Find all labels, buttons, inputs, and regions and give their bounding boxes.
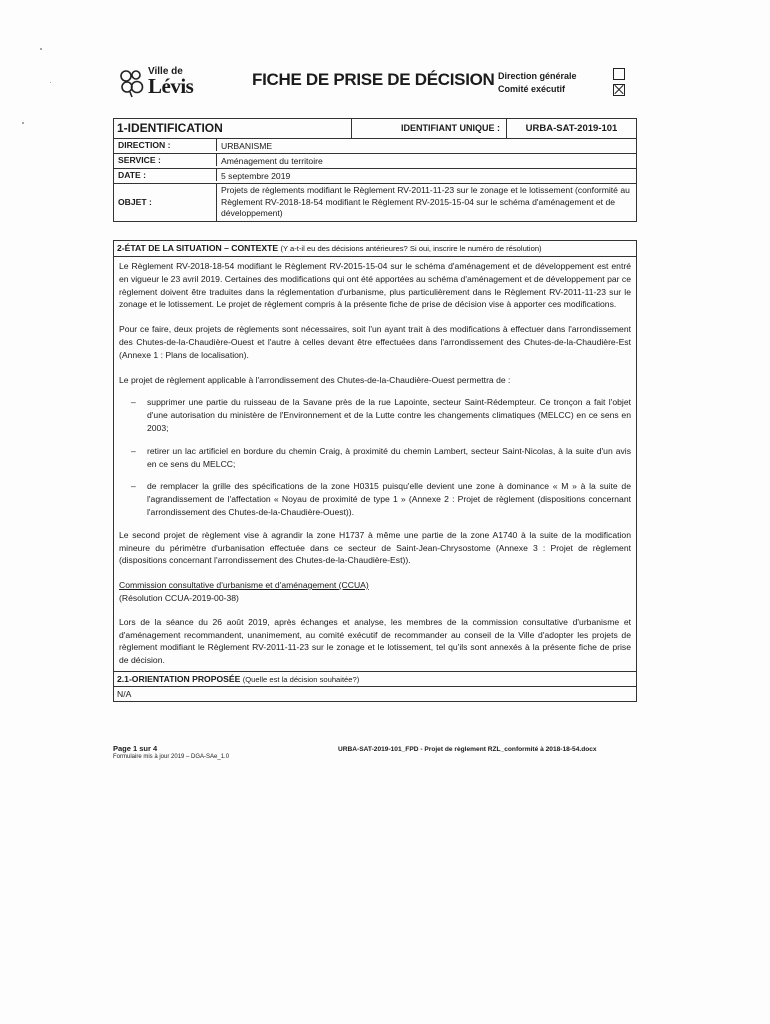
list-item: – de remplacer la grille des spécifications de la zone H0315 puisqu'elle devient une zone à dominance « M » à la suite de l'agrandissement de l'affectation « Noyau de proximité de type 1 » (Annexe 2 : Projet de règlement (dispositions concernant l'arrondissement des Chutes-de-la-Chaudière-Ouest)). (119, 480, 631, 518)
situation-paragraph-2: Pour ce faire, deux projets de règlements sont nécessaires, soit l'un ayant trait à des modifications à effectuer dans l'arrondissement des Chutes-de-la-Chaudière-Ouest et l'autre à celles devant être effectuées dans l'arrondissement des Chutes-de-la-Chaudière-Est (Annexe 1 : Plans de localisation). (119, 324, 631, 360)
unique-id-value: URBA-SAT-2019-101 (525, 123, 618, 134)
scan-speck (40, 48, 42, 50)
ccua-resolution: (Résolution CCUA-2019-00-38) (119, 592, 239, 603)
recipients-list (498, 70, 577, 96)
footer-filename: URBA-SAT-2019-101_FPD - Projet de règlement RZL_conformité à 2018-18-54.docx (338, 746, 597, 753)
service-label: SERVICE : (114, 154, 217, 166)
orientation-value: N/A (117, 688, 132, 699)
ccua-title: Commission consultative d'urbanisme et d'aménagement (CCUA) (119, 580, 369, 591)
recipients-checkboxes (613, 68, 625, 100)
scan-speck (50, 82, 51, 83)
identification-title: 1-IDENTIFICATION (114, 119, 352, 138)
unique-id-label: IDENTIFIANT UNIQUE : (352, 119, 507, 138)
form-version: Formulaire mis à jour 2019 – DGA-SAe_1.0 (113, 754, 230, 760)
ville-de-levis-logo (118, 66, 208, 102)
objet-row (114, 184, 636, 221)
orientation-heading (114, 671, 636, 687)
situation-body (114, 257, 636, 671)
recipient-comite-executif-label: Comité exécutif (498, 84, 566, 94)
direction-row (114, 139, 636, 154)
direction-label: DIRECTION : (114, 139, 217, 151)
logo-emblem-icon (118, 68, 146, 98)
situation-section (113, 240, 637, 702)
service-row (114, 154, 636, 169)
objet-value: Projets de règlements modifiant le Règlement RV-2011-11-23 sur le zonage et le lotissement (conformité au Règlement RV-2018-18-54 modifiant le Règlement RV-2015-15-04 sur le schéma d'aménagement et de développement) (221, 185, 630, 218)
situation-paragraph-3: Le projet de règlement applicable à l'arrondissement des Chutes-de-la-Chaudière-Ouest permettra de : (119, 374, 511, 385)
identification-table (113, 118, 637, 222)
service-value: Aménagement du territoire (221, 156, 323, 166)
footer-left (113, 744, 229, 762)
direction-value: URBANISME (221, 141, 273, 151)
orientation-heading-sub: (Quelle est la décision souhaitée?) (242, 674, 360, 684)
page-number: Page 1 sur 4 (113, 744, 158, 753)
logo-text-big: Lévis (148, 74, 194, 98)
list-item: – supprimer une partie du ruisseau de la Savane près de la rue Lapointe, secteur Saint-Rédempteur. Ce tronçon a fait l'objet d'une autorisation du ministère de l'Environnement et de la Lutte contre les changements climatiques (MELCC) en ce sens en 2003; (119, 396, 631, 434)
situation-heading-title: 2-ÉTAT DE LA SITUATION – CONTEXTE (117, 243, 279, 253)
modifications-list (119, 396, 631, 518)
scan-speck (22, 122, 24, 124)
situation-heading (114, 241, 636, 257)
date-label: DATE : (114, 169, 217, 181)
situation-paragraph-4: Le second projet de règlement vise à agrandir la zone H1737 à même une partie de la zone A1740 à la suite de la modification mineure du périmètre d'urbanisation effectuée dans ce secteur de Saint-Jean-Chrysostome (Annexe 3 : Projet de règlement (dispositions concernant l'arrondissement des Chutes-de-la-Chaudière-Est)). (119, 529, 631, 566)
situation-heading-sub: (Y a-t-il eu des décisions antérieures? Si oui, inscrire le numéro de résolution) (280, 244, 542, 253)
recipient-direction-generale-label: Direction générale (498, 71, 577, 81)
direction-generale-checkbox[interactable] (613, 68, 625, 80)
list-item: – retirer un lac artificiel en bordure du chemin Craig, à proximité du chemin Lambert, secteur Saint-Nicolas, à la suite d'un avis en ce sens du MELCC; (119, 445, 631, 471)
ccua-block (119, 579, 631, 605)
situation-paragraph-5: Lors de la séance du 26 août 2019, après échanges et analyse, les membres de la commission consultative d'urbanisme et d'aménagement recommandent, unanimement, au comité exécutif de recommander au conseil de la Ville d'adopter les projets de règlement modifiant le Règlement RV-2011-11-23 sur le zonage et le lotissement, tel qu'ils sont annexés à la présente fiche de prise de décision. (119, 616, 631, 666)
logo-text-small: Ville de (148, 66, 183, 77)
objet-label: OBJET : (114, 184, 217, 221)
orientation-heading-title: 2.1-ORIENTATION PROPOSÉE (117, 673, 241, 684)
document-title: FICHE DE PRISE DE DÉCISION (252, 70, 495, 89)
comite-executif-checkbox[interactable] (613, 84, 625, 96)
date-value: 5 septembre 2019 (221, 171, 291, 181)
date-row (114, 169, 636, 184)
identification-header (114, 119, 636, 139)
situation-paragraph-1: Le Règlement RV-2018-18-54 modifiant le Règlement RV-2015-15-04 sur le schéma d'aménagement et de développement est entré en vigueur le 23 avril 2019. Certaines des modifications qui ont été apportées au schéma d'aménagement et de développement par ce règlement doivent être traduites dans la réglementation d'urbanisme, plus particulièrement dans le Règlement RV-2011-11-23 sur le zonage et le lotissement. Le projet de règlement compris à la présente fiche de prise de décision vise à apporter ces modifications. (119, 261, 631, 310)
